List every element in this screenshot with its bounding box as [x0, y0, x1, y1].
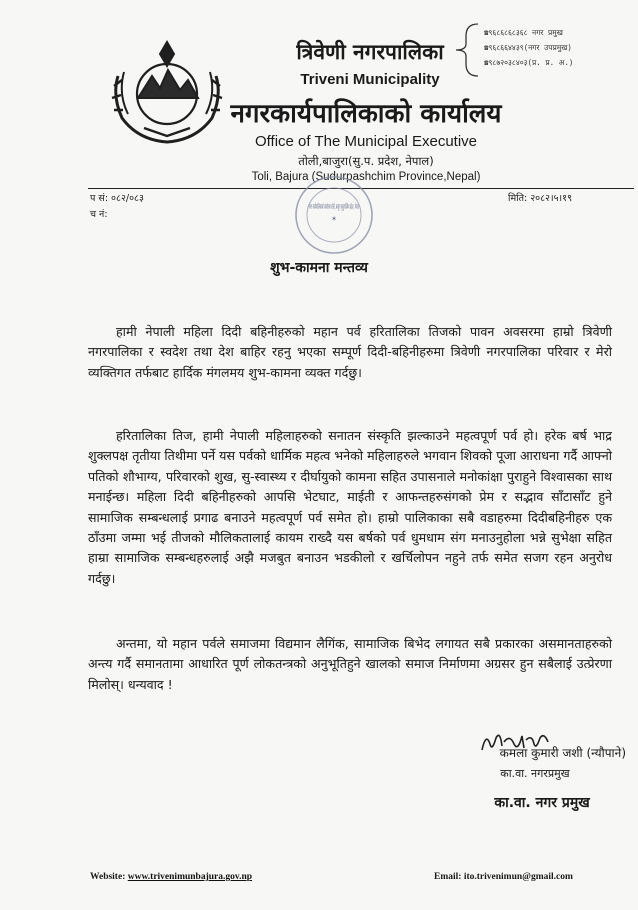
- municipality-emblem: [108, 36, 226, 148]
- signatory-stamp-text: का.वा. नगर प्रमुख: [494, 795, 590, 811]
- contact-phone-cao: ☎९८७२०३८४०३(प्र. प्र. अ.): [484, 58, 574, 67]
- letter-number: प सं: ०८२/०८३: [90, 193, 144, 204]
- paragraph-greeting: हामी नेपाली महिला दिदी बहिनीहरुको महान पर्व हरितालिका तिजको पावन अवसरमा हाम्रो त्रिवेणी नगरपालिका र स्वदेश तथा देश बाहिर रहनु भएका सम्पूर्ण दिदी-बहिनीहरुमा त्रिवेणी नगरपालिका परिवार र मेरो व्यक्तिगत तर्फबाट हार्दिक मंगलमय शुभ-कामना व्यक्त गर्दछु।: [88, 324, 612, 380]
- paragraph-closing: अन्तमा, यो महान पर्वले समाजमा विद्यमान लैगिंक, सामाजिक बिभेद लगायत सबै प्रकारका असमानताहरुको अन्त्य गर्दै समानतामा आधारित पूर्ण लोकतन्त्रको अनुभूतिहुने खालको समाज निर्माणमा अग्रसर हुन सबैलाई उत्प्रेरणा मिलोस्। धन्यवाद !: [88, 636, 612, 692]
- paragraph-teej-significance: हरितालिका तिज, हामी नेपाली महिलाहरुको सनातन संस्कृति झल्काउने महत्वपूर्ण पर्व हो। हरेक बर्ष भाद्र शुक्लपक्ष तृतीया तिथीमा पर्ने यस पर्वको धार्मिक महत्व भनेको महिलाहरुले भगवान शिवको पूजा आराधना गर्दै आफ्नो पतिको शौभाग्य, परिवारको शुख, सु-स्वास्थ्य र दीर्घायुको कामना सहित उपासनाले मनोकांक्षा पुराहुने विश्वासका साथ मनाईन्छ। महिला दिदी बहिनीहरुको आपसि भेटघाट, माईती र आफन्तहरुसंगको प्रेम र सद्भाव साँटासाँट हुने सामाजिक सम्बन्धलाई प्रगाढ बनाउने महत्वपूर्ण पर्व समेत हो। हाम्रो पालिकाका सबै वडाहरुमा दिदीबहिनीहरु एक ठाँउमा जम्मा भई तीजको मौलिकतालाई कायम राख्दै यस बर्षको पर्व धुमधाम संग मनाउनुहोला भन्ने सुभेक्षा सहित हाम्रा सामाजिक सम्बन्धहरुलाई अझै मजबुत बनाउन भडकीलो र खर्चिलोपन नहुने तर्फ समेत सजग रहन अनुरोध गर्दछु।: [88, 428, 612, 586]
- footer-email: [434, 872, 573, 882]
- signatory-designation: का.वा. नगरप्रमुख: [500, 767, 570, 780]
- stamp-label: नगर कार्यपालिकाको कार्यालय तोली, बाजुरा सुदूरपश्चिम प्रदेश, नेपाल: [309, 203, 484, 211]
- letter-date: मिति: २०८२।५।१९: [508, 193, 573, 204]
- contact-brace-icon: [452, 22, 482, 78]
- website-label: Website:: [90, 872, 126, 882]
- email-address[interactable]: ito.trivenimun@gmail.com: [463, 872, 573, 882]
- dispatch-number: च नं:: [90, 209, 108, 220]
- office-name-nepali: नगरकार्यपालिकाको कार्यालय: [230, 99, 502, 129]
- contact-phone-deputy: ☎९६८६६४४३९(नगर उपप्रमुख): [484, 43, 572, 52]
- letter-title: शुभ-कामना मन्तव्य: [270, 260, 368, 276]
- website-link[interactable]: www.trivenimunbajura.gov.np: [127, 872, 253, 882]
- address-english: Toli, Bajura (Sudurpashchim Province,Nepal): [251, 171, 481, 183]
- signatory-name: कमला कुमारी जशी (न्यौपाने): [499, 746, 626, 760]
- email-label: Email:: [434, 872, 462, 882]
- footer-website: [90, 872, 252, 882]
- municipality-name-nepali: त्रिवेणी नगरपालिका: [296, 40, 444, 64]
- svg-text:✶: ✶: [331, 215, 337, 223]
- municipality-name-english: Triveni Municipality: [300, 71, 440, 88]
- contact-phone-mayor: ☎९६८६८६८३६८ नगर प्रमुख: [484, 28, 563, 37]
- office-name-english: Office of The Municipal Executive: [254, 133, 478, 150]
- address-nepali: तोली,बाजुरा(सु.प. प्रदेश, नेपाल): [298, 154, 434, 168]
